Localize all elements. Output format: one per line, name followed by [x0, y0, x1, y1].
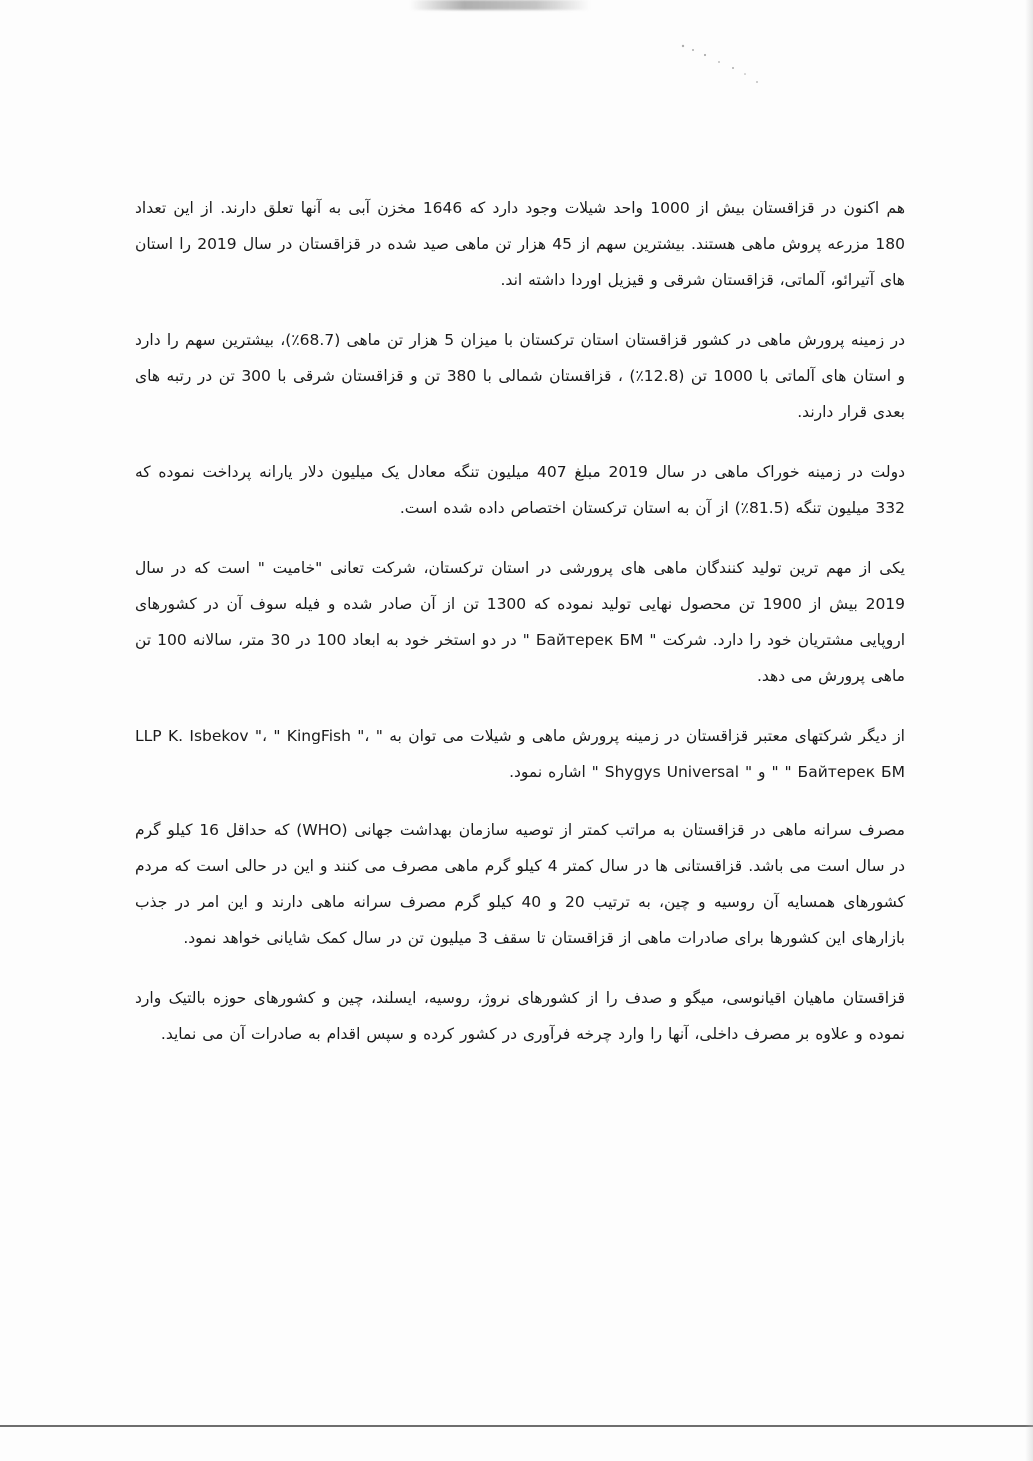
- paragraph-per-capita-consumption: مصرف سرانه ماهی در قزاقستان به مراتب کمتر از توصیه سازمان بهداشت جهانی (WHO) که حداقل 16 کیلو گرم در سال است می باشد. قزاقستانی ها در سال کمتر 4 کیلو گرم ماهی مصرف می کنند و این در حالی است که مردم کشورهای همسایه آن روسیه و چین، به ترتیب 20 و 40 کیلو گرم مصرف سرانه ماهی دارند و این امر در جذب بازارهای این کشورها برای صادرات ماهی از قزاقستان تا سقف 3 میلیون تن در سال کمک شایانی خواهد نمود.: [135, 821, 905, 947]
- document-body: [135, 190, 905, 1076]
- scan-speckle: [675, 40, 765, 90]
- paragraph-feed-subsidy: دولت در زمینه خوراک ماهی در سال 2019 مبلغ 407 میلیون تنگه معادل یک میلیون دلار یارانه پرداخت نموده که 332 میلیون تنگه (81.5٪) از آن به استان ترکستان اختصاص داده شده است.: [135, 463, 905, 517]
- paragraph-major-producers: یکی از مهم ترین تولید کنندگان ماهی های پرورشی در استان ترکستان، شرکت تعانی "خامیت " است که در سال 2019 بیش از 1900 تن محصول نهایی تولید نموده که 1300 تن از آن صادر شده و فیله سوف آن در کشورهای اروپایی مشتریان خود را دارد. شرکت " Байтерек БМ " در دو استخر خود به ابعاد 100 در 30 متر، سالانه 100 تن ماهی پرورش می دهد.: [135, 559, 906, 685]
- paragraph-fish-farming-regions: در زمینه پرورش ماهی در کشور قزاقستان استان ترکستان با میزان 5 هزار تن ماهی (68.7٪)، بیشترین سهم را دارد و استان های آلماتی با 1000 تن (12.8٪) ، قزاقستان شمالی با 380 تن و قزاقستان شرقی با 300 تن در رتبه های بعدی قرار دارند.: [135, 331, 905, 421]
- scan-edge-shadow: [1025, 0, 1033, 1461]
- paragraph-reputable-companies: از دیگر شرکتهای معتبر قزاقستان در زمینه پرورش ماهی و شیلات می توان به " LLP K. Isbekov "، " KingFish "، " Байтерек БМ " و " Shygys Universal " اشاره نمود.: [135, 727, 905, 781]
- paragraph-imports-processing: قزاقستان ماهیان اقیانوسی، میگو و صدف را از کشورهای نروژ، روسیه، ایسلند، چین و کشورهای حوزه بالتیک وارد نموده و علاوه بر مصرف داخلی، آنها را وارد چرخه فرآوری در کشور کرده و سپس اقدام به صادرات آن می نماید.: [135, 989, 905, 1043]
- scan-edge-line: [0, 1425, 1033, 1427]
- scan-smudge: [410, 0, 590, 10]
- paragraph-fishery-overview: هم اکنون در قزاقستان بیش از 1000 واحد شیلات وجود دارد که 1646 مخزن آبی به آنها تعلق دارند. از این تعداد 180 مزرعه پروش ماهی هستند. بیشترین سهم از 45 هزار تن ماهی صید شده در قزاقستان در سال 2019 را استان های آتیرائو، آلماتی، قزاقستان شرقی و قیزیل اوردا داشته اند.: [135, 199, 905, 289]
